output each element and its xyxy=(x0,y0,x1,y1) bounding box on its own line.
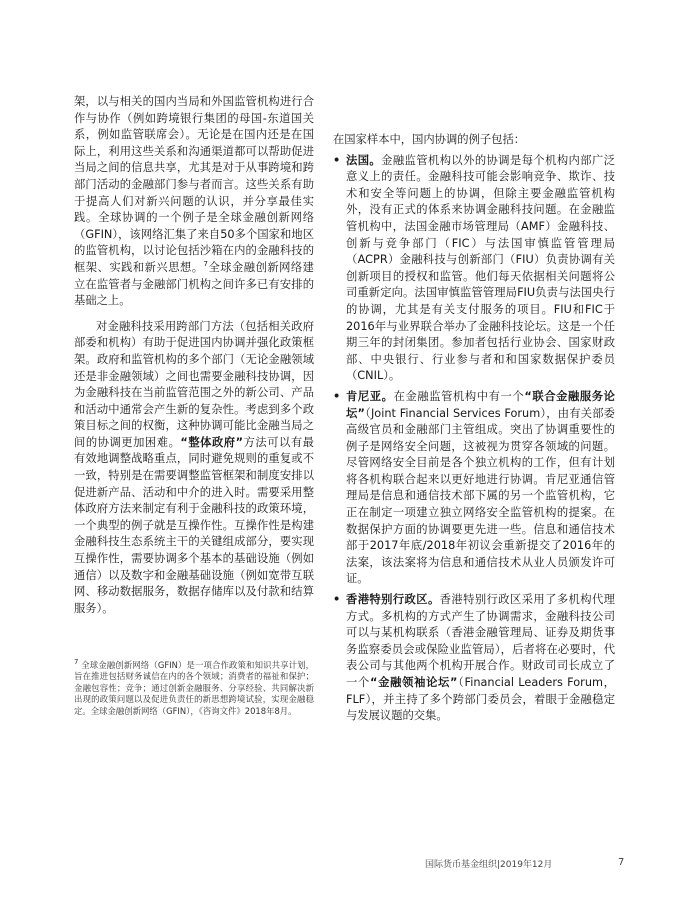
item-label: 香港特别行政区。 xyxy=(346,593,440,607)
examples-list xyxy=(333,153,615,725)
examples-intro: 在国家样本中，国内协调的例子包括： xyxy=(333,133,526,146)
footnote: $^7$ 全球金融创新网络（GFIN）是一项合作政策和知识共享计划，旨在推进包括财务诚信在内的各个领域；消费者的福祉和保护；金融包容性；竞争；通过创新金融服务、分享经验、共同解决新出现的政策问题以及促进负责任的新思想跨境试验，实现金融稳定。全球金融创新网络（GFIN），《咨询文件》2018年8月。 xyxy=(74,658,314,716)
bullet-icon: • xyxy=(333,389,341,403)
list-item-hong-kong: • 香港特别行政区。香港特别行政区采用了多机构代理方式。多机构的方式产生了协调需求，金融科技公司可以与某机构联系（香港金融管理局、证券及期货事务监察委员会或保险业监管局），后者将在必要时，代表公司与其他两个机构开展合作。财政司司长成立了一个“金融领袖论坛”（Financial Leaders Forum，FLF），并主持了多个跨部门委员会，着眼于金融稳定与发展议题的交集。 xyxy=(333,593,615,723)
right-column xyxy=(333,132,615,729)
list-item-france: • 法国。金融监管机构以外的协调是每个机构内部广泛意义上的责任。金融科技可能会影响竞争、欺诈、技术和安全等问题上的协调，但除主要金融监管机构外，没有正式的体系来协调金融科技问题。在金融监管机构中，法国金融市场管理局（AMF）金融科技、创新与竞争部门（FIC）与法国审慎监管管理局（ACPR）金融科技与创新部门（FIU）负责协调有关创新项目的授权和监管。他们每天依据相关问题将公司重新定向。法国审慎监管管理局FIU负责与法国央行的协调，尤其是有关支付服务的项目。FIU和FIC于2016年与业界联合举办了金融科技论坛。这是一个任期三年的封闭集团。参加者包括行业协会、国家财政部、中央银行、行业参与者和和国家数据保护委员（CNIL）。 xyxy=(333,153,615,383)
bullet-icon: • xyxy=(333,593,341,607)
left-column xyxy=(74,94,314,617)
paragraph-2: 对金融科技采用跨部门方法（包括相关政府部委和机构）有助于促进国内协调并强化政策框架。政府和监管机构的多个部门（无论金融领域还是非金融领域）之间也需要金融科技协调，因为金融科技在当前监管范围之外的新公司、产品和活动中通常会产生新的复杂性。考虑到多个政策目标之间的权衡，这种协调可能比金融当局之间的协调更加困难。“整体政府”方法可以有最有效地调整战略重点，同时避免规则的重复或不一致，特别是在需要调整监管框架和制度安排以促进新产品、活动和中介的进入时。需要采用整体政府方法来制定有利于金融科技的政策环境，一个典型的例子就是互操作性。互操作性是构建金融科技生态系统主干的关键组成部分，要实现互操作性，需要协调多个基本的基础设施（例如通信）以及数字和金融基础设施（例如宽带互联网、移动数据服务，数据存储库以及付款和结算服务）。 xyxy=(74,319,314,615)
footer-publisher: 国际货币基金组织|2019年12月 xyxy=(425,860,553,870)
list-item-kenya: • 肯尼亚。在金融监管机构中有一个“联合金融服务论坛”（Joint Financial Services Forum），由有关部委高级官员和金融部门主管组成。突出了协调重要性的例子是网络安全问题，这被视为贯穿各领域的问题。尽管网络安全目前是各个独立机构的工作，但有计划将各机构联合起来以更好地进行协调。肯尼亚通信管理局是信息和通信技术部下属的另一个监管机构，它正在制定一项建立独立网络安全监管机构的提案。在数据保护方面的协调要更先进一些。信息和通信技术部于2017年底/2018年初议会重新提交了2016年的法案，该法案将为信息和通信技术从业人员颁发许可证。 xyxy=(333,389,615,586)
item-label: 肯尼亚。 xyxy=(346,389,394,403)
item-label: 法国。 xyxy=(346,153,382,167)
footnote-ref: 7 xyxy=(203,260,208,269)
bullet-icon: • xyxy=(333,153,341,167)
page-number: 7 xyxy=(618,857,625,868)
paragraph-1: 架，以与相关的国内当局和外国监管机构进行合作与协作（例如跨境银行集团的母国-东道国关系，例如监管联席会）。无论是在国内还是在国际上，利用这些关系和沟通渠道都可以帮助促进当局之间的信息共享，尤其是对于从事跨境和跨部门活动的金融部门参与者而言。这些关系有助于提高人们对新兴问题的认识，并分享最佳实践。全球协调的一个例子是全球金融创新网络（GFIN），该网络汇集了来自50多个国家和地区的监管机构，以讨论包括沙箱在内的金融科技的框架、实践和新兴思想。$^7$全球金融创新网络建立在监管者与金融部门机构之间许多已有安排的基础之上。 xyxy=(74,95,314,308)
